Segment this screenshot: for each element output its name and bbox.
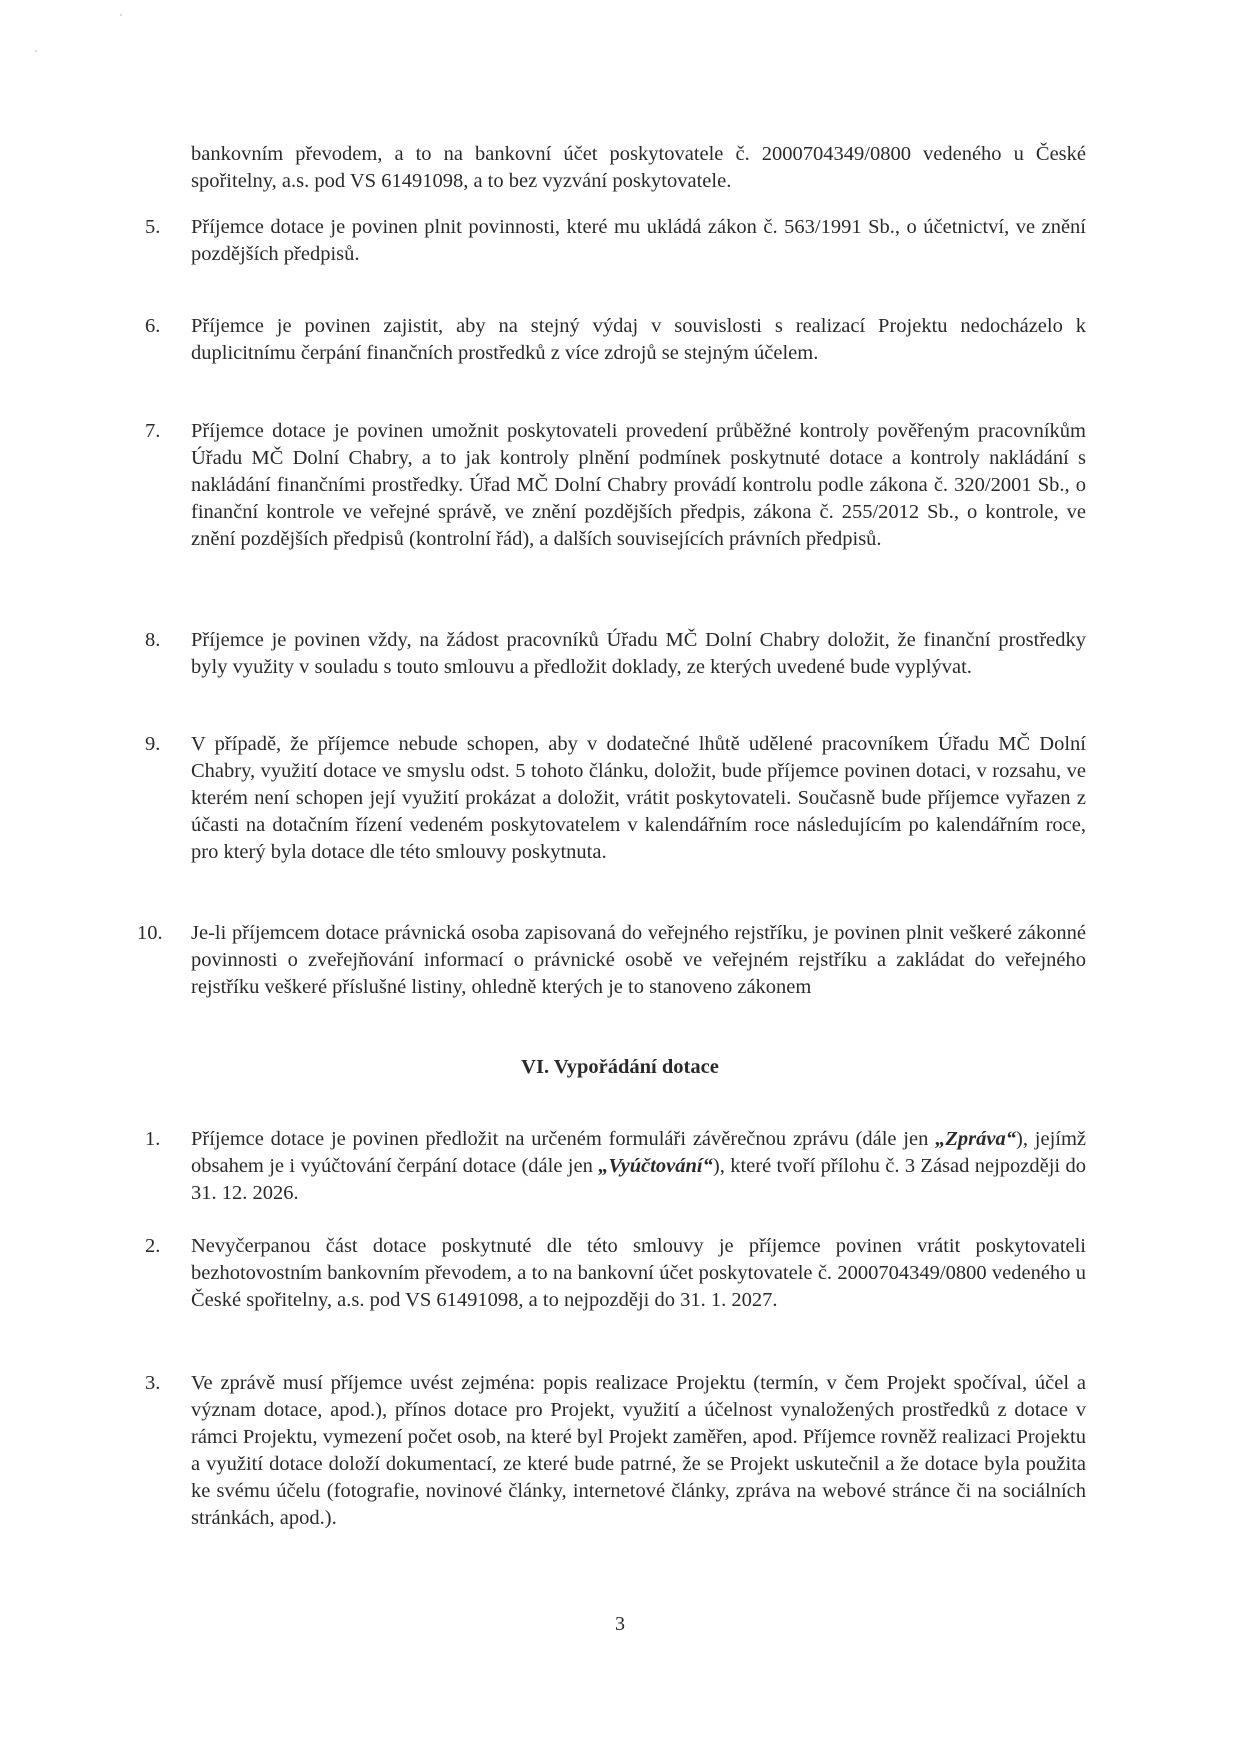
scan-speck (35, 50, 37, 52)
item-number: 10. (137, 922, 163, 944)
page-number: 3 (615, 1613, 625, 1635)
item-text-part: Příjemce dotace je povinen předložit na určeném formuláři závěrečnou zprávu (dále jen (191, 1128, 936, 1150)
item-number: 9. (145, 733, 161, 755)
term-zprava: „Zpráva“ (935, 1128, 1017, 1150)
item-text: Příjemce dotace je povinen plnit povinnosti, které mu ukládá zákon č. 563/1991 Sb., o účetnictví, ve znění pozdějších předpisů. (191, 216, 1086, 265)
section-heading: VI. Vypořádání dotace (521, 1056, 719, 1078)
item-text-part: ), které tvoří přílohu č. 3 Zásad nejpozději do 31. 12. 2026. (191, 1155, 1086, 1204)
item-text: Příjemce je povinen vždy, na žádost pracovníků Úřadu MČ Dolní Chabry doložit, že finanční prostředky byly využity v souladu s touto smlouvu a předložit doklady, ze kterých uvedené bude vyplývat. (191, 629, 1086, 678)
item-number: 1. (145, 1128, 161, 1150)
item-number: 2. (145, 1235, 161, 1257)
item-number: 8. (145, 629, 161, 651)
item-number: 7. (145, 420, 161, 442)
scan-speck (120, 14, 122, 16)
continuation-paragraph: bankovním převodem, a to na bankovní účet poskytovatele č. 2000704349/0800 vedeného u České spořitelny, a.s. pod VS 61491098, a to bez vyzvání poskytovatele. (191, 143, 1086, 192)
item-number: 3. (145, 1372, 161, 1394)
item-text: V případě, že příjemce nebude schopen, aby v dodatečné lhůtě udělené pracovníkem Úřadu MČ Dolní Chabry, využití dotace ve smyslu odst. 5 tohoto článku, doložit, bude příjemce povinen dotaci, v rozsahu, ve kterém není schopen její využití prokázat a doložit, vrátit poskytovateli. Současně bude příjemce vyřazen z účasti na dotačním řízení vedeném poskytovatelem v kalendářním roce následujícím po kalendářním roce, pro který byla dotace dle této smlouvy poskytnuta. (191, 733, 1086, 863)
item-text: Příjemce dotace je povinen umožnit poskytovateli provedení průběžné kontroly pověřeným pracovníkům Úřadu MČ Dolní Chabry, a to jak kontroly plnění podmínek poskytnuté dotace a kontroly nakládání s nakládání finančními prostředky. Úřad MČ Dolní Chabry provádí kontrolu podle zákona č. 320/2001 Sb., o finanční kontrole ve veřejné správě, ve znění pozdějších předpis, zákona č. 255/2012 Sb., o kontrole, ve znění pozdějších předpisů (kontrolní řád), a dalších souvisejících právních předpisů. (191, 420, 1086, 550)
term-vyuctovani: „Vyúčtování“ (598, 1155, 713, 1177)
item-text: Nevyčerpanou část dotace poskytnuté dle této smlouvy je příjemce povinen vrátit poskytovateli bezhotovostním bankovním převodem, a to na bankovní účet poskytovatele č. 2000704349/0800 vedeného u České spořitelny, a.s. pod VS 61491098, a to nejpozději do 31. 1. 2027. (191, 1235, 1086, 1311)
item-text: Ve zprávě musí příjemce uvést zejména: popis realizace Projektu (termín, v čem Projekt spočíval, účel a význam dotace, apod.), přínos dotace pro Projekt, využití a účelnost vynaložených prostředků z dotace v rámci Projektu, vymezení počet osob, na které byl Projekt zaměřen, apod. Příjemce rovněž realizaci Projektu a využití dotace doloží dokumentací, ze které bude patrné, že se Projekt uskutečnil a že dotace byla použita ke svému účelu (fotografie, novinové články, internetové články, zpráva na webové stránce či na sociálních stránkách, apod.). (191, 1372, 1086, 1529)
item-text: Příjemce je povinen zajistit, aby na stejný výdaj v souvislosti s realizací Projektu nedocházelo k duplicitnímu čerpání finančních prostředků z více zdrojů se stejným účelem. (191, 315, 1086, 364)
item-number: 5. (145, 216, 161, 238)
item-number: 6. (145, 315, 161, 337)
item-text (191, 1126, 1086, 1207)
item-text: Je-li příjemcem dotace právnická osoba zapisovaná do veřejného rejstříku, je povinen plnit veškeré zákonné povinnosti o zveřejňování informací o právnické osobě ve veřejném rejstříku a zakládat do veřejného rejstříku veškeré příslušné listiny, ohledně kterých je to stanoveno zákonem (191, 922, 1086, 998)
item-text-part: ), jejímž obsahem je i vyúčtování čerpání dotace (dále jen (191, 1128, 1087, 1177)
